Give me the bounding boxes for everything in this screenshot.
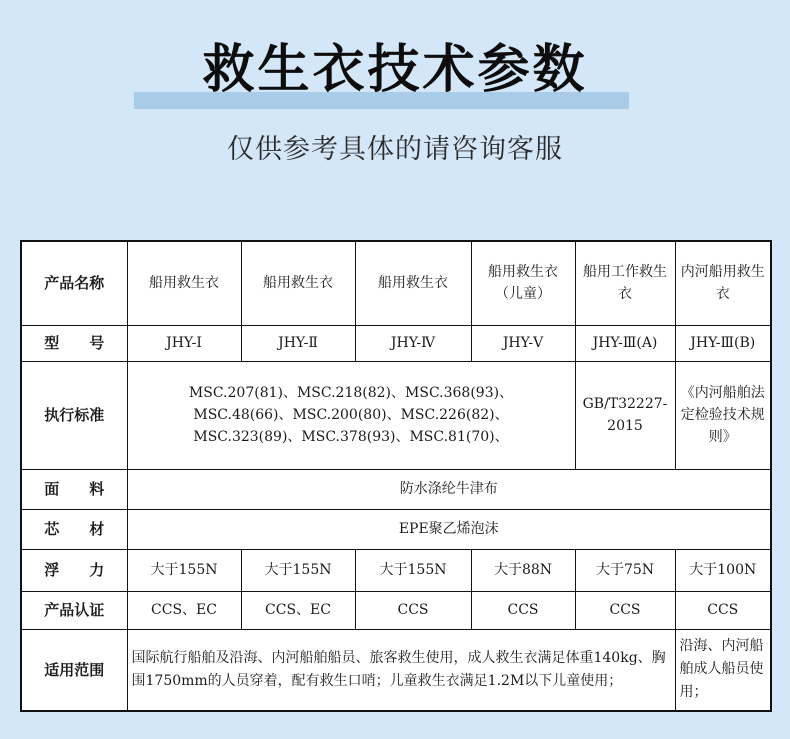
buoyancy-cell: 大于155N <box>127 549 241 591</box>
label-standard: 执行标准 <box>21 361 127 469</box>
scope-main: 国际航行船舶及沿海、内河船舶船员、旅客救生使用，成人救生衣满足体重140kg、胸围1750mm的人员穿着，配有救生口哨；儿童救生衣满足1.2M以下儿童使用； <box>127 629 675 711</box>
model-cell: JHY-Ⅰ <box>127 325 241 361</box>
product-name-cell: 船用救生衣 <box>127 241 241 325</box>
page-title: 救生衣技术参数 <box>202 40 588 100</box>
product-name-cell: 内河船用救生衣 <box>675 241 771 325</box>
label-core: 芯 材 <box>21 509 127 549</box>
fabric-value: 防水涤纶牛津布 <box>127 469 771 509</box>
buoyancy-cell: 大于100N <box>675 549 771 591</box>
core-value: EPE聚乙烯泡沫 <box>127 509 771 549</box>
model-cell: JHY-Ⅲ(B) <box>675 325 771 361</box>
row-fabric <box>21 469 771 509</box>
row-product-name <box>21 241 771 325</box>
row-certification <box>21 591 771 629</box>
gb-standard-cell: GB/T32227-2015 <box>575 361 675 469</box>
msc-line: MSC.48(66)、MSC.200(80)、MSC.226(82)、 <box>193 407 509 423</box>
certification-cell: CCS、EC <box>127 591 241 629</box>
msc-line: MSC.323(89)、MSC.378(93)、MSC.81(70)、 <box>193 429 509 445</box>
certification-cell: CCS、EC <box>241 591 355 629</box>
msc-standards-cell <box>127 361 575 469</box>
scope-inland: 沿海、内河船舶成人船员使用； <box>675 629 771 711</box>
spec-table <box>20 240 772 712</box>
product-name-cell: 船用救生衣 <box>241 241 355 325</box>
row-core <box>21 509 771 549</box>
model-cell: JHY-Ⅴ <box>471 325 575 361</box>
label-scope: 适用范围 <box>21 629 127 711</box>
row-standard <box>21 361 771 469</box>
msc-line: MSC.207(81)、MSC.218(82)、MSC.368(93)、 <box>188 385 514 401</box>
product-name-cell: 船用救生衣（儿童） <box>471 241 575 325</box>
certification-cell: CCS <box>675 591 771 629</box>
certification-cell: CCS <box>575 591 675 629</box>
row-buoyancy <box>21 549 771 591</box>
model-cell: JHY-Ⅳ <box>355 325 471 361</box>
page-subtitle: 仅供参考具体的请咨询客服 <box>227 134 563 165</box>
certification-cell: CCS <box>471 591 575 629</box>
row-model <box>21 325 771 361</box>
model-cell: JHY-Ⅲ(A) <box>575 325 675 361</box>
product-name-cell: 船用救生衣 <box>355 241 471 325</box>
label-product-name: 产品名称 <box>21 241 127 325</box>
buoyancy-cell: 大于75N <box>575 549 675 591</box>
inland-standard-cell: 《内河船舶法定检验技术规则》 <box>675 361 771 469</box>
label-model: 型 号 <box>21 325 127 361</box>
label-certification: 产品认证 <box>21 591 127 629</box>
buoyancy-cell: 大于155N <box>355 549 471 591</box>
row-scope <box>21 629 771 711</box>
model-cell: JHY-Ⅱ <box>241 325 355 361</box>
product-name-cell: 船用工作救生衣 <box>575 241 675 325</box>
label-fabric: 面 料 <box>21 469 127 509</box>
buoyancy-cell: 大于88N <box>471 549 575 591</box>
label-buoyancy: 浮 力 <box>21 549 127 591</box>
buoyancy-cell: 大于155N <box>241 549 355 591</box>
certification-cell: CCS <box>355 591 471 629</box>
